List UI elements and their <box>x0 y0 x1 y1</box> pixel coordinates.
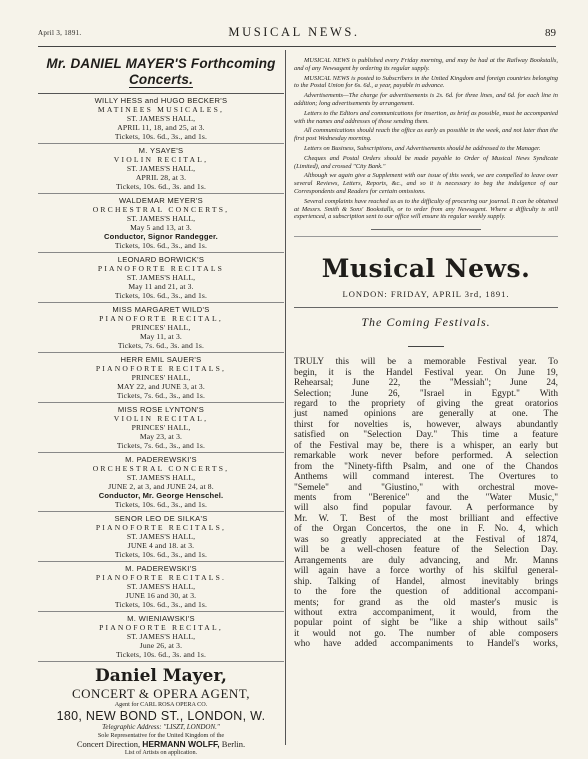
article-line: ments from "Berenice" and the "Water Music," <box>294 493 558 504</box>
concert-listing <box>38 144 284 194</box>
article-line: to the fore the question of additional accompani- <box>294 587 558 598</box>
article-line: just named opinions are generally at one. The <box>294 409 558 420</box>
notice-paragraph: Advertisements—The charge for advertisements is 2s. 6d. for three lines, and 6d. for each line in addition; long advertisements by arrangement. <box>294 92 558 107</box>
notice-paragraph: Letters to the Editors and communications for insertion, as brief as possible, must be accompanied with the names and addresses of those sending them. <box>294 109 558 125</box>
concert-detail: JUNE 16 and 30, at 3. <box>125 591 197 600</box>
concert-type: PIANOFORTE RECITALS, <box>95 364 227 373</box>
agency-telegraphic: Telegraphic Address: "LISZT, LONDON." <box>102 722 220 731</box>
notice-paragraph: Although we again give a Supplement with our issue of this week, we are compelled to leave over several Reviews, Letters, Reports, &c., and so it is necessary to beg the indulgence of our Correspondents and Readers for certain omissions. <box>294 172 558 195</box>
concert-listing <box>38 612 284 662</box>
concert-performer: WILLY HESS and HUGO BECKER'S <box>94 96 228 105</box>
notice-paragraph: All communications should reach the office as early as possible in the week, and not later than the first post Wednesday morning. <box>294 127 558 143</box>
concert-detail: Conductor, Signor Randegger. <box>104 232 218 241</box>
advertisement-title-line2: Concerts. <box>128 72 194 87</box>
article-line: was so greatly appreciated at the Festival of 1874, <box>294 534 558 545</box>
article-line: Selection; June 26, "Israel in Egypt." With <box>294 388 558 399</box>
notices-rule <box>371 229 481 230</box>
concert-listing <box>38 403 284 453</box>
page-number: 89 <box>545 27 556 39</box>
concert-detail: Tickets, 7s. 6d., 3s., and 1s. <box>116 441 206 450</box>
concert-performer: WALDEMAR MEYER'S <box>118 196 204 205</box>
concert-detail: MAY 22, and JUNE 3, at 3. <box>117 382 205 391</box>
notice-paragraph: MUSICAL NEWS is published every Friday morning, and may be had at the Railway Bookstalls, and of any Newsagent by ordering its regular supply. <box>294 57 558 72</box>
article-line: TRULY this will be a memorable Festival year. To <box>294 357 558 368</box>
concert-detail: Tickets, 10s. 6d., 3s., and 1s. <box>114 291 208 300</box>
article-line: from the "Ninety-fifth Psalm, and one of the Chandos <box>294 461 558 472</box>
concert-type: PIANOFORTE RECITALS <box>97 264 225 273</box>
article-line: of the Organ Concertos, the one in F. No. 4, which <box>294 524 558 535</box>
cd-name: HERMANN WOLFF, <box>142 739 220 749</box>
header-rule <box>38 46 556 47</box>
concert-detail: Tickets, 7s. 6d., 3s. and 1s. <box>117 341 205 350</box>
advertisement-title-line1: Mr. DANIEL MAYER'S Forthcoming <box>46 56 276 71</box>
notice-paragraph: Cheques and Postal Orders should be made payable to Order of Musical News Syndicate (Limited), and crossed "City Bank." <box>294 154 558 170</box>
concert-detail: Conductor, Mr. George Henschel. <box>98 491 224 500</box>
article-line: ship. Talking of Handel, almost inevitably brings <box>294 576 558 587</box>
article-line: "Semele" and "Giustino," with orchestral move- <box>294 482 558 493</box>
concert-type: PIANOFORTE RECITALS. <box>95 573 227 582</box>
article-title: The Coming Festivals. <box>361 315 491 330</box>
concert-detail: JUNE 4 and 18. at 3. <box>127 541 195 550</box>
concert-detail: ST. JAMES'S HALL, <box>126 582 196 591</box>
article-line: will again have a force worthy of his skilful general- <box>294 566 558 577</box>
article-title-rule <box>408 346 444 347</box>
running-title: MUSICAL NEWS. <box>228 25 360 39</box>
agency-sole-rep: Sole Representative for the United Kingdom of the <box>97 731 225 739</box>
concert-performer: M. WIENIAWSKI'S <box>127 614 195 623</box>
concert-listing <box>38 194 284 253</box>
advertisement-title <box>38 56 284 88</box>
article-line: regard to the propriety of giving the great oratorios <box>294 398 558 409</box>
concert-detail: Tickets, 10s. 6d., 3s. and 1s. <box>115 650 207 659</box>
concert-detail: ST. JAMES'S HALL, <box>126 114 196 123</box>
article-body <box>294 357 558 650</box>
cd-prefix: Concert Direction, <box>76 739 141 749</box>
article-line: will be a well-chosen feature of the Selection Day. <box>294 545 558 556</box>
right-column <box>294 57 558 650</box>
concert-detail: Tickets, 10s. 6d., 3s., and 1s. <box>114 600 208 609</box>
column-divider <box>285 50 286 745</box>
concert-type: PIANOFORTE RECITAL, <box>99 623 223 632</box>
article-line: Arrangements are duly advancing, and Mr. Manns <box>294 555 558 566</box>
concert-type: ORCHESTRAL CONCERTS, <box>92 464 230 473</box>
notice-paragraph: MUSICAL NEWS is posted to Subscribers in the United Kingdom and foreign countries belonging to the Postal Union for 6s. 6d., a year, payable in advance. <box>294 74 558 90</box>
agency-name: Daniel Mayer, <box>95 666 227 686</box>
article-line: who have added accompaniments to Handel's works, <box>294 639 558 650</box>
article-line: satisfied on "Selection Day." This time a feature <box>294 430 558 441</box>
dateline: LONDON: FRIDAY, APRIL 3rd, 1891. <box>342 289 510 300</box>
article-line: remarkable work never before performed. A selection <box>294 451 558 462</box>
concert-detail: May 5 and 13, at 3. <box>130 223 192 232</box>
concert-detail: ST. JAMES'S HALL, <box>126 532 196 541</box>
concert-advertisement <box>38 56 284 757</box>
article-line: of the Festival may be, there is a whisper, an early but <box>294 440 558 451</box>
cd-suffix: Berlin. <box>221 739 246 749</box>
article-line: begin, it is the Handel Festival year. On June 19, <box>294 367 558 378</box>
concert-type: MATINEES MUSICALES, <box>97 105 225 114</box>
concert-performer: MISS ROSE LYNTON'S <box>117 405 205 414</box>
concert-listing <box>38 93 284 144</box>
concert-detail: ST. JAMES'S HALL, <box>126 214 196 223</box>
concert-detail: Tickets, 7s. 6d., 3s., and 1s. <box>116 391 206 400</box>
concert-detail: PRINCES' HALL, <box>131 373 191 382</box>
concert-detail: Tickets, 10s. 6d., 3s., and 1s. <box>114 241 208 250</box>
concert-list <box>38 93 284 662</box>
notice-paragraph: Letters on Business, Subscriptions, and Advertisements should be addressed to the Manager. <box>304 144 541 152</box>
concert-performer: HERR EMIL SAUER'S <box>120 355 202 364</box>
agency-carl-rosa: Agent for CARL ROSA OPERA CO. <box>114 701 208 708</box>
concert-detail: May 23, at 3. <box>139 432 183 441</box>
concert-performer: M. YSAYE'S <box>138 146 184 155</box>
publication-notices <box>294 57 558 221</box>
article-line: without extra accompaniment, it would, from the <box>294 608 558 619</box>
article-line: will also find popular favour. A performance by <box>294 503 558 514</box>
concert-listing <box>38 512 284 562</box>
article-line: Rehearsal; June 22, the "Messiah"; June 24, <box>294 378 558 389</box>
concert-detail: ST. JAMES'S HALL, <box>126 473 196 482</box>
concert-detail: PRINCES' HALL, <box>131 323 191 332</box>
concert-detail: Tickets, 10s. 6d., 3s., and 1s. <box>114 132 208 141</box>
dateline-rule <box>294 307 558 308</box>
article-line: Anthems will command interest. The Overtures to <box>294 472 558 483</box>
concert-detail: May 11, at 3. <box>140 332 182 341</box>
concert-detail: Tickets, 10s. 6d., 3s. and 1s. <box>115 182 207 191</box>
agency-address: 180, NEW BOND ST., LONDON, W. <box>56 708 266 723</box>
article-line: it would not go. The number of able composers <box>294 628 558 639</box>
concert-type: VIOLIN RECITAL, <box>113 155 209 164</box>
notices-rule-full <box>294 236 558 237</box>
concert-detail: Tickets, 10s. 6d., 3s., and 1s. <box>114 550 208 559</box>
concert-listing <box>38 453 284 512</box>
concert-listing <box>38 562 284 612</box>
concert-type: ORCHESTRAL CONCERTS, <box>92 205 230 214</box>
concert-performer: M. PADEREWSKI'S <box>125 564 197 573</box>
agency-block <box>38 666 284 757</box>
concert-detail: ST. JAMES'S HALL, <box>126 273 196 282</box>
concert-performer: MISS MARGARET WILD'S <box>112 305 210 314</box>
agency-role: CONCERT & OPERA AGENT, <box>71 686 251 701</box>
concert-detail: May 11 and 21, at 3. <box>128 282 194 291</box>
concert-listing <box>38 253 284 303</box>
concert-detail: JUNE 2, at 3, and JUNE 24, at 8. <box>108 482 214 491</box>
masthead: Musical News. <box>321 254 531 284</box>
concert-listing <box>38 303 284 353</box>
concert-detail: ST. JAMES'S HALL, <box>126 632 196 641</box>
concert-type: PIANOFORTE RECITAL, <box>99 314 223 323</box>
concert-detail: Tickets, 10s. 6d., 3s., and 1s. <box>114 500 208 509</box>
concert-detail: PRINCES' HALL, <box>131 423 191 432</box>
concert-type: VIOLIN RECITAL, <box>113 414 209 423</box>
article-line: popular point of sight be "like a ship without sails" <box>294 618 558 629</box>
concert-detail: ST. JAMES'S HALL, <box>126 164 196 173</box>
agency-concert-direction <box>38 739 284 749</box>
concert-performer: LEONARD BORWICK'S <box>117 255 205 264</box>
article-line: Mr. W. T. Best of the most brilliant and effective <box>294 513 558 524</box>
notice-paragraph: Several complaints have reached us as to the difficulty of procuring our journal. It can be obtained at Messrs. Smith & Sons' Bookstalls, or to order from any Newsagent. Where a difficulty is still experienced, a subscription sent to our office will ensure its regular weekly supply. <box>294 197 558 221</box>
article-line: ments; for grand as the old master's music is <box>294 597 558 608</box>
concert-listing <box>38 353 284 403</box>
article-line: thirst for novelties is, however, always abundantly <box>294 419 558 430</box>
concert-performer: SENOR LEO DE SILKA'S <box>114 514 208 523</box>
concert-type: PIANOFORTE RECITALS, <box>95 523 227 532</box>
concert-detail: APRIL 11, 18, and 25, at 3. <box>117 123 205 132</box>
concert-detail: APRIL 28, at 3. <box>135 173 187 182</box>
agency-artists: List of Artists on application. <box>124 749 198 756</box>
concert-detail: June 26, at 3. <box>139 641 183 650</box>
concert-performer: M. PADEREWSKI'S <box>125 455 197 464</box>
issue-date: April 3, 1891. <box>38 29 82 37</box>
